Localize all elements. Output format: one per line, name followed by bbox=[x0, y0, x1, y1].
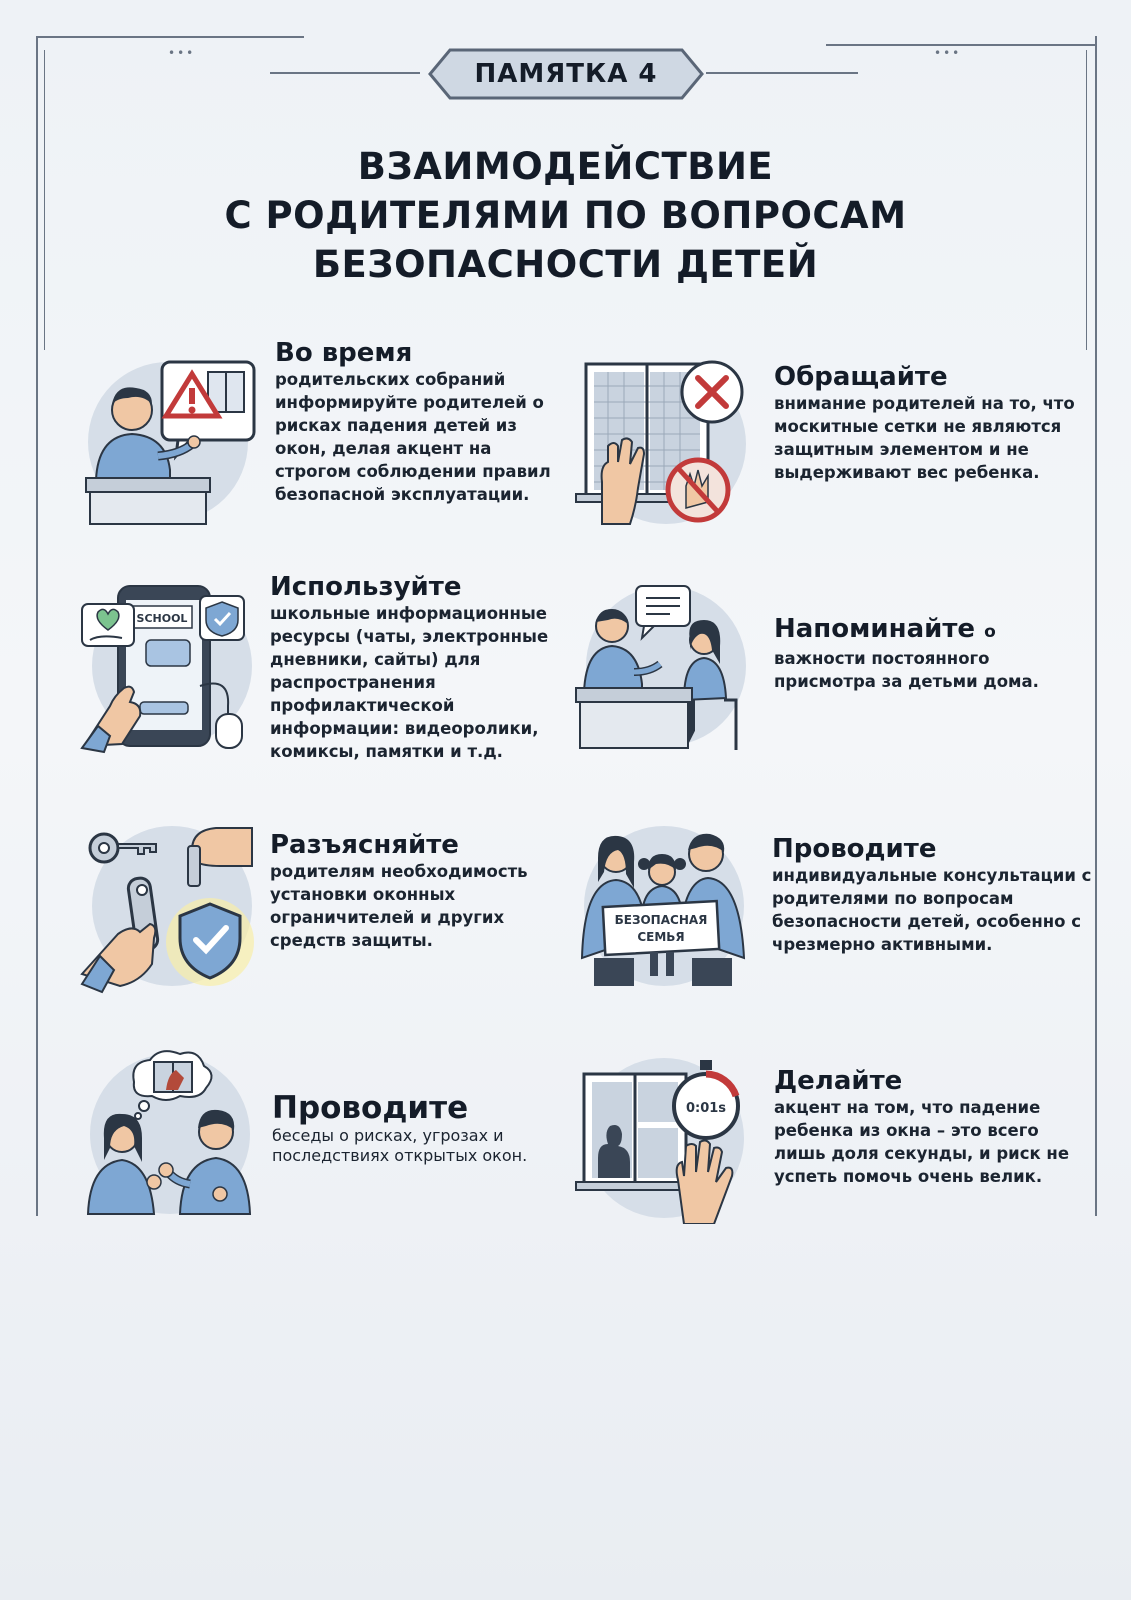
item-4-heading-suffix: о bbox=[984, 622, 996, 642]
safe-family-label-1: БЕЗОПАСНАЯ bbox=[614, 913, 708, 927]
safe-family-label-2: СЕМЬЯ bbox=[637, 930, 685, 944]
title-line-3: БЕЗОПАСНОСТИ ДЕТЕЙ bbox=[312, 243, 819, 286]
item-2-text bbox=[774, 362, 1094, 484]
page-title bbox=[0, 142, 1131, 289]
school-phone-icon bbox=[80, 576, 256, 756]
item-8-heading: Делайте bbox=[774, 1066, 903, 1096]
item-3-heading: Используйте bbox=[270, 572, 462, 602]
item-8-text bbox=[774, 1066, 1094, 1188]
mosquito-net-warning-icon bbox=[574, 356, 750, 532]
item-4-heading-row bbox=[774, 614, 1094, 647]
item-8-body: акцент на том, что падение ребенка из окна – это всего лишь доля секунды, и риск не успеть помочь очень велик. bbox=[774, 1098, 1070, 1186]
teacher-presentation-icon bbox=[80, 352, 256, 532]
item-5-body: родителям необходимость установки оконных ограничителей и других средств защиты. bbox=[270, 862, 528, 950]
item-6-heading: Проводите bbox=[772, 834, 937, 864]
item-2-body: внимание родителей на то, что москитные сетки не являются защитным элементом и не выдерживают вес ребенка. bbox=[774, 394, 1075, 482]
item-2-heading: Обращайте bbox=[774, 362, 948, 392]
item-3-text bbox=[270, 572, 570, 763]
item-1-text bbox=[275, 338, 565, 506]
school-label: SCHOOL bbox=[136, 612, 188, 625]
conversation-icon bbox=[80, 1042, 256, 1222]
item-7-heading: Проводите bbox=[272, 1090, 469, 1126]
item-6-body: индивидуальные консультации с родителями по вопросам безопасности детей, особенно с чрезмерно активными. bbox=[772, 866, 1092, 954]
item-4-heading: Напоминайте bbox=[774, 614, 976, 644]
item-7-text bbox=[272, 1090, 562, 1166]
frame-dots-right: ••• bbox=[934, 46, 962, 60]
stopwatch-label: 0:01s bbox=[685, 1101, 727, 1116]
item-1-body: родительских собраний информируйте родителей о рисках падения детей из окон, делая акцент на строгом соблюдении правил безопасной эксплуатации. bbox=[275, 370, 551, 504]
item-3-body: школьные информационные ресурсы (чаты, электронные дневники, сайты) для распространения профилактической информации: видеоролики, комиксы, памятки и т.д. bbox=[270, 604, 549, 761]
title-line-2: С РОДИТЕЛЯМИ ПО ВОПРОСАМ bbox=[224, 194, 907, 237]
item-6-text bbox=[772, 834, 1092, 956]
item-5-heading: Разъясняйте bbox=[270, 830, 459, 860]
title-line-1: ВЗАИМОДЕЙСТВИЕ bbox=[357, 145, 774, 188]
frame-top-right-inner-line bbox=[706, 72, 858, 74]
item-4-text bbox=[774, 614, 1094, 693]
consultation-icon bbox=[574, 580, 750, 756]
safe-family-icon bbox=[574, 818, 750, 994]
item-4-body: важности постоянного присмотра за детьми дома. bbox=[774, 649, 1039, 691]
memo-badge-label: ПАМЯТКА 4 bbox=[474, 59, 658, 89]
memo-badge bbox=[428, 48, 704, 100]
item-5-text bbox=[270, 830, 570, 952]
item-7-body: беседы о рисках, угрозах и последствиях открытых окон. bbox=[272, 1126, 528, 1165]
stopwatch-window-icon bbox=[574, 1048, 750, 1224]
frame-dots-left: ••• bbox=[168, 46, 196, 60]
window-lock-shield-icon bbox=[80, 814, 256, 994]
frame-top-left-line bbox=[36, 36, 304, 38]
item-1-heading: Во время bbox=[275, 338, 413, 368]
frame-top-left-inner-line bbox=[270, 72, 420, 74]
